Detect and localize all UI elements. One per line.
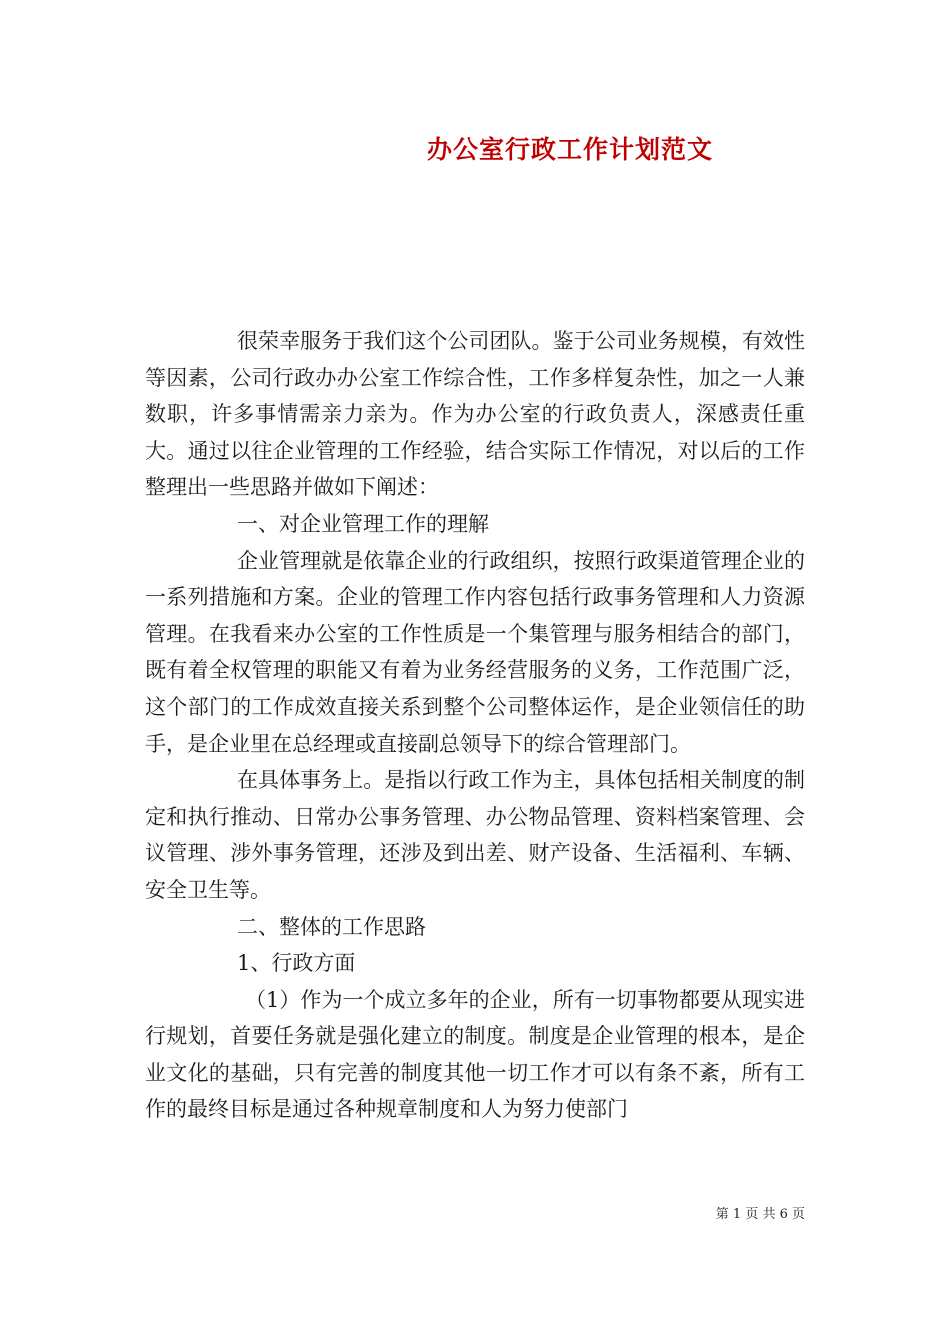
paragraph-management: 企业管理就是依靠企业的行政组织，按照行政渠道管理企业的一系列措施和方案。企业的管理工作内容包括行政事务管理和人力资源管理。在我看来办公室的工作性质是一个集管理与服务相结合的部门，既有着全权管理的职能又有着为业务经营服务的义务，工作范围广泛，这个部门的工作成效直接关系到整个公司整体运作，是企业领信任的助手，是企业里在总经理或直接副总领导下的综合管理部门。 [145, 548, 805, 756]
page-number-footer: 第 1 页 共 6 页 [715, 1207, 805, 1222]
paragraph-specific-affairs: 在具体事务上。是指以行政工作为主，具体包括相关制度的制定和执行推动、日常办公事务管理、办公物品管理、资料档案管理、会议管理、涉外事务管理，还涉及到出差、财产设备、生活福利、车辆、安全卫生等。 [145, 768, 805, 902]
section-heading-2: 二、整体的工作思路 [237, 914, 426, 939]
section-heading-1: 一、对企业管理工作的理解 [237, 511, 489, 536]
subsection-heading-admin: 1、行政方面 [237, 951, 356, 976]
document-title: 办公室行政工作计划范文 [426, 135, 713, 164]
paragraph-admin-1: （1）作为一个成立多年的企业，所有一切事物都要从现实进行规划，首要任务就是强化建立的制度。制度是企业管理的根本，是企业文化的基础，只有完善的制度其他一切工作才可以有条不紊，所有工作的最终目标是通过各种规章制度和人为努力使部门 [145, 987, 805, 1122]
document-body [145, 323, 805, 1128]
paragraph-intro: 很荣幸服务于我们这个公司团队。鉴于公司业务规模，有效性等因素，公司行政办办公室工作综合性，工作多样复杂性，加之一人兼数职，许多事情需亲力亲为。作为办公室的行政负责人，深感责任重大。通过以往企业管理的工作经验，结合实际工作情况，对以后的工作整理出一些思路并做如下阐述： [145, 329, 805, 500]
